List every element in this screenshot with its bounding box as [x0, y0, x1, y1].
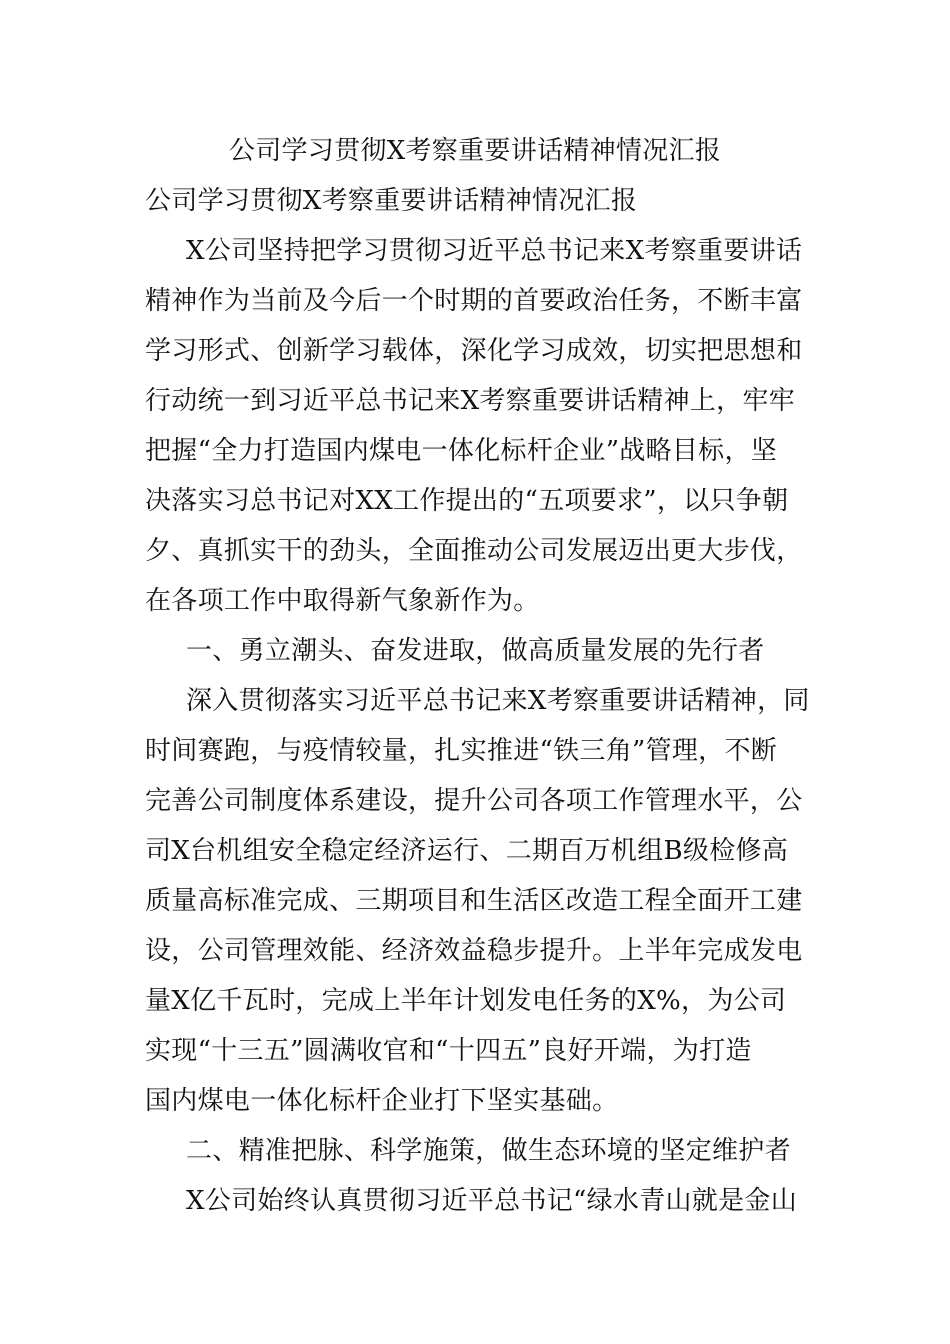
paragraph-line: 设，公司管理效能、经济效益稳步提升。上半年完成发电 — [145, 936, 803, 966]
paragraph-line: X公司始终认真贯彻习近平总书记“绿水青山就是金山 — [186, 1186, 798, 1216]
paragraph-line: 国内煤电一体化标杆企业打下坚实基础。 — [145, 1086, 619, 1116]
paragraph-line: 把握“全力打造国内煤电一体化标杆企业”战略目标，坚 — [145, 436, 778, 466]
paragraph-line: 深入贯彻落实习近平总书记来X考察重要讲话精神，同 — [186, 686, 810, 716]
paragraph-line: 夕、真抓实干的劲头，全面推动公司发展迈出更大步伐， — [145, 536, 803, 566]
paragraph-line: 在各项工作中取得新气象新作为。 — [145, 586, 540, 616]
paragraph-line: 学习形式、创新学习载体，深化学习成效，切实把思想和 — [145, 336, 803, 366]
paragraph-line: 决落实习总书记对XX工作提出的“五项要求”，以只争朝 — [145, 486, 789, 516]
paragraph-line: 量X亿千瓦时，完成上半年计划发电任务的X%，为公司 — [145, 986, 787, 1016]
paragraph-line: 精神作为当前及今后一个时期的首要政治任务，不断丰富 — [145, 286, 803, 316]
paragraph-line: 质量高标准完成、三期项目和生活区改造工程全面开工建 — [145, 886, 803, 916]
paragraph-line: 完善公司制度体系建设，提升公司各项工作管理水平，公 — [145, 786, 803, 816]
section-heading-2: 二、精准把脉、科学施策，做生态环境的坚定维护者 — [186, 1136, 791, 1166]
paragraph-line: 行动统一到习近平总书记来X考察重要讲话精神上，牢牢 — [145, 386, 796, 416]
document-subtitle: 公司学习贯彻X考察重要讲话精神情况汇报 — [145, 186, 638, 216]
paragraph-line: 司X台机组安全稳定经济运行、二期百万机组B级检修高 — [145, 836, 789, 866]
paragraph-line: X公司坚持把学习贯彻习近平总书记来X考察重要讲话 — [186, 236, 803, 266]
document-title: 公司学习贯彻X考察重要讲话精神情况汇报 — [228, 136, 722, 166]
paragraph-line: 时间赛跑，与疫情较量，扎实推进“铁三角”管理，不断 — [145, 736, 778, 766]
section-heading-1: 一、勇立潮头、奋发进取，做高质量发展的先行者 — [186, 636, 765, 666]
paragraph-line: 实现“十三五”圆满收官和“十四五”良好开端，为打造 — [145, 1036, 752, 1066]
